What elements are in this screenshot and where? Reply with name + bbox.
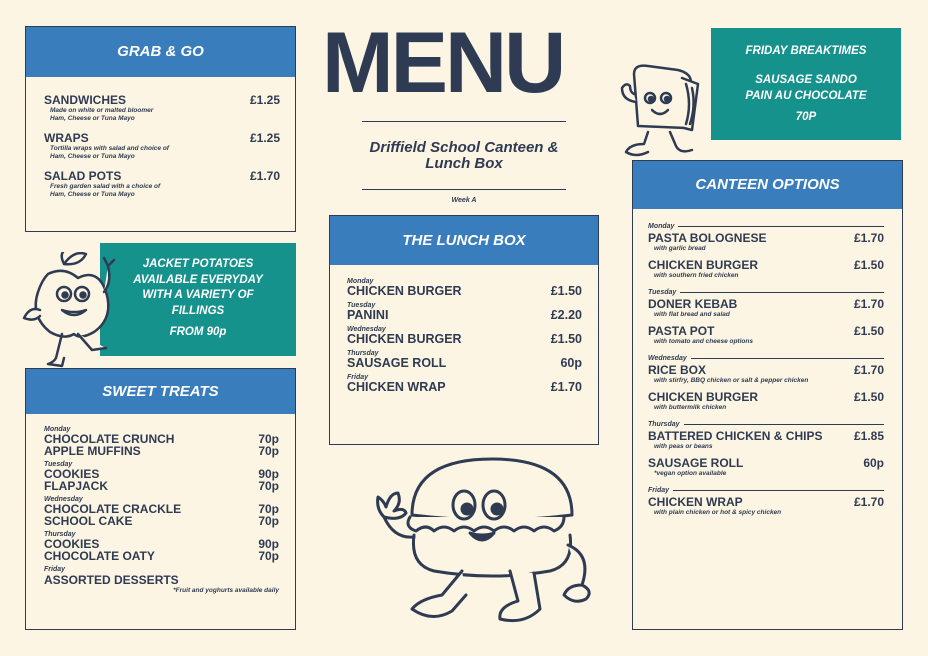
day-group — [44, 426, 279, 457]
item-description: with tomato and cheese options — [654, 337, 753, 345]
item-name: CHICKEN WRAP — [347, 380, 446, 394]
day-divider — [691, 358, 884, 359]
item-description: with garlic bread — [654, 245, 706, 252]
item-name: PASTA POT — [648, 323, 715, 338]
item-price: £1.50 — [853, 257, 884, 272]
jacket-potatoes-banner — [100, 243, 296, 356]
banner-line: PAIN AU CHOCOLATE — [745, 90, 867, 102]
day-group — [648, 487, 884, 517]
day-label: Friday — [347, 374, 369, 381]
lunch-box-heading: THE LUNCH BOX — [330, 216, 598, 265]
menu-item — [44, 93, 280, 122]
item-name: SCHOOL CAKE — [44, 514, 133, 528]
item-name: CHICKEN BURGER — [648, 389, 759, 404]
menu-item — [648, 457, 884, 478]
menu-item — [648, 391, 884, 412]
banner-line: AVAILABLE EVERYDAY — [133, 273, 263, 286]
day-group — [44, 461, 279, 492]
menu-item — [648, 325, 884, 346]
item-name: WRAPS — [44, 131, 89, 145]
footnote: *Fruit and yoghurts available daily — [173, 587, 279, 594]
menu-item — [347, 326, 582, 345]
item-price: 70p — [258, 502, 279, 516]
friday-breaktimes-banner — [711, 28, 901, 140]
menu-item — [648, 364, 884, 385]
banner-heading: FRIDAY BREAKTIMES — [745, 45, 867, 57]
item-price: £1.50 — [550, 284, 582, 298]
day-label: Monday — [347, 278, 374, 285]
item-price: 70p — [258, 432, 279, 446]
item-name: COOKIES — [44, 537, 100, 551]
day-label: Thursday — [44, 531, 76, 538]
item-description: Tortilla wraps with salad and choice of — [50, 145, 169, 152]
item-name: PANINI — [347, 308, 389, 322]
page-title: MENU — [322, 15, 564, 111]
item-price: £1.50 — [550, 332, 582, 346]
menu-item — [44, 169, 280, 198]
item-description: with flat bread and salad — [654, 311, 730, 318]
canteen-options-heading: CANTEEN OPTIONS — [633, 161, 902, 209]
item-price: 70p — [258, 444, 279, 458]
item-price: £1.70 — [853, 297, 884, 311]
banner-line: SAUSAGE SANDO — [755, 74, 857, 86]
item-price: 70p — [258, 479, 279, 493]
day-divider — [680, 292, 884, 293]
item-price: 70p — [258, 514, 279, 528]
menu-item — [347, 302, 582, 321]
item-description: with buttermilk chicken — [654, 403, 727, 411]
item-name: CHICKEN WRAP — [648, 495, 743, 509]
sweet-treats-heading: SWEET TREATS — [26, 369, 295, 414]
item-name: CHICKEN BURGER — [347, 332, 462, 346]
item-price: £1.25 — [249, 93, 280, 107]
day-divider — [684, 424, 884, 425]
item-name: SAUSAGE ROLL — [648, 455, 744, 470]
day-label: Thursday — [347, 350, 379, 357]
day-label: Monday — [44, 426, 71, 433]
item-description: with southern fried chicken — [654, 271, 739, 279]
banner-price: FROM 90p — [169, 326, 227, 338]
item-price: 90p — [258, 537, 279, 551]
day-group — [648, 421, 884, 477]
item-price: £1.70 — [249, 169, 280, 183]
item-price: £1.70 — [853, 363, 884, 377]
item-description: Ham, Cheese or Tuna Mayo — [50, 190, 135, 198]
day-label: Wednesday — [347, 326, 386, 333]
day-group — [44, 531, 279, 562]
item-price: 90p — [258, 467, 279, 481]
item-price: £1.70 — [550, 380, 582, 394]
item-name: CHOCOLATE OATY — [44, 549, 155, 563]
day-group — [44, 496, 279, 527]
menu-item — [648, 496, 884, 517]
item-description: with stirfry, BBQ chicken or salt & pepper chicken — [654, 377, 809, 384]
banner-line: WITH A VARIETY OF — [142, 289, 254, 301]
item-name: COOKIES — [44, 467, 100, 481]
day-label: Monday — [648, 223, 675, 230]
menu-item — [44, 131, 280, 160]
day-label: Wednesday — [648, 355, 687, 362]
item-price: 70p — [258, 549, 279, 563]
apple-mascot-icon — [16, 252, 126, 374]
divider — [362, 121, 566, 122]
sandwich-mascot-icon — [612, 62, 712, 162]
day-label: Thursday — [648, 421, 680, 428]
menu-item — [648, 259, 884, 280]
item-name: SALAD POTS — [44, 169, 122, 183]
day-label: Friday — [648, 487, 670, 494]
item-description: *vegan option available — [654, 469, 727, 477]
item-name: PASTA BOLOGNESE — [648, 231, 767, 245]
item-name: CHOCOLATE CRUNCH — [44, 432, 175, 446]
menu-item — [347, 350, 582, 369]
item-name: RICE BOX — [648, 363, 707, 377]
item-name: BATTERED CHICKEN & CHIPS — [648, 429, 823, 443]
day-label: Tuesday — [648, 289, 677, 296]
item-price: £2.20 — [550, 308, 582, 322]
day-label: Tuesday — [347, 302, 376, 309]
item-price: £1.85 — [853, 429, 884, 443]
banner-line: JACKET POTATOES — [142, 258, 254, 270]
divider — [362, 189, 566, 190]
day-group — [44, 566, 279, 595]
day-divider — [673, 490, 884, 491]
item-name: SANDWICHES — [44, 93, 127, 107]
item-name: APPLE MUFFINS — [44, 444, 141, 458]
item-description: with plain chicken or hot & spicy chicken — [654, 509, 782, 516]
day-group — [648, 223, 884, 279]
burger-mascot-icon — [352, 455, 612, 630]
item-name: DONER KEBAB — [648, 297, 738, 311]
item-name: CHOCOLATE CRACKLE — [44, 502, 182, 516]
menu-item — [648, 232, 884, 253]
item-description: Ham, Cheese or Tuna Mayo — [50, 152, 135, 160]
banner-line: FILLINGS — [171, 304, 225, 317]
sweet-treats-panel — [25, 368, 296, 630]
day-label: Friday — [44, 566, 66, 573]
item-name: CHICKEN BURGER — [347, 284, 462, 298]
menu-item — [347, 278, 582, 297]
item-price: 60p — [560, 356, 582, 370]
week-label: Week A — [451, 197, 477, 204]
menu-item — [648, 298, 884, 319]
page-subtitle: Driffield School Canteen & Lunch Box — [369, 139, 559, 172]
item-description: with peas or beans — [654, 443, 713, 450]
day-label: Tuesday — [44, 461, 73, 468]
item-price: £1.70 — [853, 495, 884, 509]
item-price: £1.70 — [853, 231, 884, 245]
item-price: £1.50 — [853, 323, 884, 338]
item-name: CHICKEN BURGER — [648, 257, 759, 272]
item-name: ASSORTED DESSERTS — [44, 573, 179, 587]
lunch-box-panel — [329, 215, 599, 445]
item-description: Made on white or malted bloomer — [50, 107, 154, 114]
grab-and-go-panel — [25, 26, 296, 232]
banner-price: 70P — [795, 111, 817, 123]
item-name: FLAPJACK — [44, 479, 109, 493]
item-description: Ham, Cheese or Tuna Mayo — [50, 114, 135, 122]
menu-item — [347, 374, 582, 393]
day-label: Wednesday — [44, 496, 83, 503]
canteen-options-panel — [632, 160, 903, 630]
item-price: £1.25 — [249, 131, 280, 145]
item-price: 60p — [863, 455, 884, 470]
item-price: £1.50 — [853, 389, 884, 404]
item-description: Fresh garden salad with a choice of — [50, 183, 161, 190]
day-divider — [678, 226, 884, 227]
menu-item — [648, 430, 884, 451]
day-group — [648, 289, 884, 345]
day-group — [648, 355, 884, 411]
item-name: SAUSAGE ROLL — [347, 356, 447, 370]
grab-and-go-heading: GRAB & GO — [26, 27, 295, 77]
